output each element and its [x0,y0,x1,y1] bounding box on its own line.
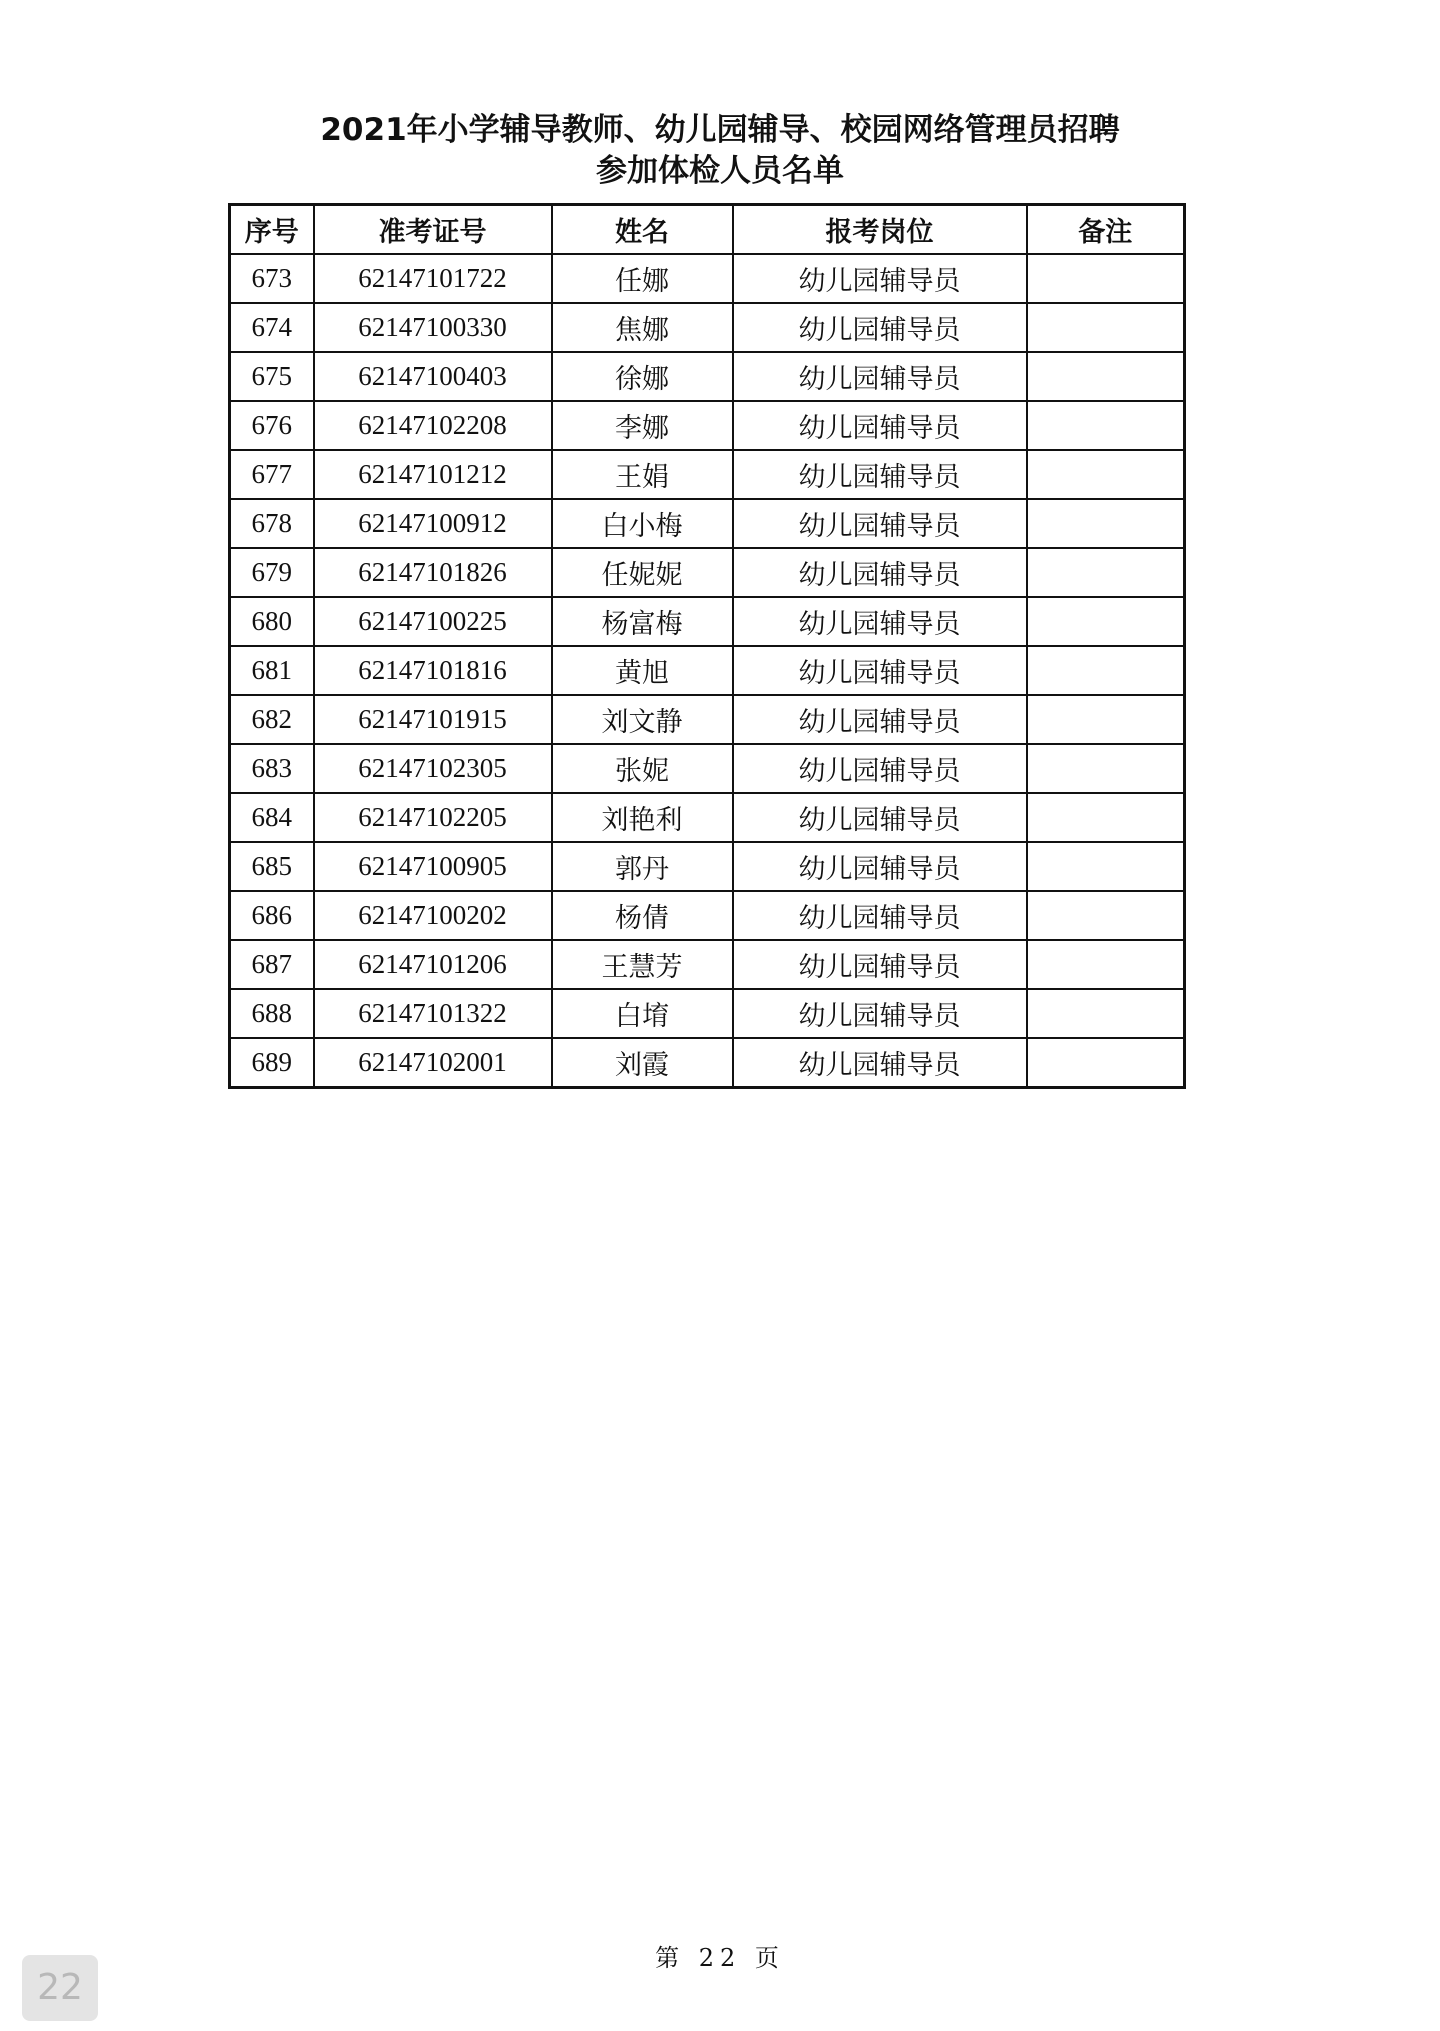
cell-exam-no: 62147101212 [314,450,552,499]
cell-name: 黄旭 [552,646,733,695]
cell-exam-no: 62147101722 [314,254,552,303]
cell-name: 郭丹 [552,842,733,891]
cell-position: 幼儿园辅导员 [733,303,1027,352]
cell-position: 幼儿园辅导员 [733,842,1027,891]
cell-position: 幼儿园辅导员 [733,352,1027,401]
cell-name: 王慧芳 [552,940,733,989]
cell-position: 幼儿园辅导员 [733,646,1027,695]
page-badge[interactable]: 22 [22,1955,98,2021]
table-row [230,842,1185,891]
cell-position: 幼儿园辅导员 [733,450,1027,499]
table-row [230,499,1185,548]
cell-seq: 680 [230,597,314,646]
cell-position: 幼儿园辅导员 [733,989,1027,1038]
cell-exam-no: 62147102305 [314,744,552,793]
table-body [230,254,1185,1088]
cell-position: 幼儿园辅导员 [733,793,1027,842]
cell-name: 刘文静 [552,695,733,744]
cell-note [1027,842,1185,891]
cell-seq: 678 [230,499,314,548]
cell-name: 任妮妮 [552,548,733,597]
cell-seq: 685 [230,842,314,891]
header-name: 姓名 [552,205,733,255]
cell-exam-no: 62147101915 [314,695,552,744]
cell-note [1027,744,1185,793]
cell-seq: 682 [230,695,314,744]
cell-position: 幼儿园辅导员 [733,499,1027,548]
cell-position: 幼儿园辅导员 [733,695,1027,744]
cell-seq: 688 [230,989,314,1038]
cell-exam-no: 62147101816 [314,646,552,695]
table-row [230,793,1185,842]
cell-exam-no: 62147101322 [314,989,552,1038]
table-row [230,352,1185,401]
cell-position: 幼儿园辅导员 [733,597,1027,646]
cell-exam-no: 62147100905 [314,842,552,891]
cell-position: 幼儿园辅导员 [733,940,1027,989]
cell-name: 王娟 [552,450,733,499]
cell-name: 杨倩 [552,891,733,940]
cell-seq: 675 [230,352,314,401]
cell-position: 幼儿园辅导员 [733,1038,1027,1088]
cell-position: 幼儿园辅导员 [733,744,1027,793]
cell-exam-no: 62147102001 [314,1038,552,1088]
table-row [230,695,1185,744]
header-position: 报考岗位 [733,205,1027,255]
table-row [230,401,1185,450]
document-title: 2021年小学辅导教师、幼儿园辅导、校园网络管理员招聘 [320,112,1120,148]
cell-position: 幼儿园辅导员 [733,891,1027,940]
cell-note [1027,597,1185,646]
cell-exam-no: 62147102205 [314,793,552,842]
cell-note [1027,450,1185,499]
cell-exam-no: 62147100225 [314,597,552,646]
cell-position: 幼儿园辅导员 [733,254,1027,303]
cell-note [1027,891,1185,940]
cell-note [1027,352,1185,401]
cell-exam-no: 62147100912 [314,499,552,548]
cell-exam-no: 62147101206 [314,940,552,989]
cell-name: 刘艳利 [552,793,733,842]
cell-position: 幼儿园辅导员 [733,548,1027,597]
table-row [230,254,1185,303]
table-header-row [230,205,1185,255]
cell-note [1027,695,1185,744]
cell-seq: 673 [230,254,314,303]
cell-note [1027,989,1185,1038]
cell-exam-no: 62147100403 [314,352,552,401]
table-row [230,646,1185,695]
cell-name: 徐娜 [552,352,733,401]
cell-name: 李娜 [552,401,733,450]
cell-note [1027,646,1185,695]
cell-note [1027,401,1185,450]
table-row [230,450,1185,499]
cell-name: 刘霞 [552,1038,733,1088]
header-exam-no: 准考证号 [314,205,552,255]
cell-name: 任娜 [552,254,733,303]
cell-position: 幼儿园辅导员 [733,401,1027,450]
header-note: 备注 [1027,205,1185,255]
cell-name: 焦娜 [552,303,733,352]
cell-name: 杨富梅 [552,597,733,646]
cell-note [1027,1038,1185,1088]
table-row [230,548,1185,597]
cell-exam-no: 62147100202 [314,891,552,940]
cell-exam-no: 62147101826 [314,548,552,597]
cell-seq: 676 [230,401,314,450]
cell-seq: 689 [230,1038,314,1088]
cell-seq: 681 [230,646,314,695]
cell-seq: 686 [230,891,314,940]
cell-exam-no: 62147102208 [314,401,552,450]
cell-seq: 687 [230,940,314,989]
table-row [230,303,1185,352]
table-row [230,1038,1185,1088]
table-row [230,744,1185,793]
table-row [230,891,1185,940]
cell-name: 白堉 [552,989,733,1038]
page-number: 第 22 页 [655,1944,785,1972]
header-seq: 序号 [230,205,314,255]
cell-note [1027,254,1185,303]
cell-note [1027,940,1185,989]
cell-seq: 679 [230,548,314,597]
cell-seq: 674 [230,303,314,352]
roster-table [228,203,1186,1089]
cell-note [1027,499,1185,548]
cell-note [1027,548,1185,597]
cell-exam-no: 62147100330 [314,303,552,352]
cell-seq: 677 [230,450,314,499]
cell-name: 张妮 [552,744,733,793]
table-row [230,940,1185,989]
cell-note [1027,793,1185,842]
cell-name: 白小梅 [552,499,733,548]
cell-seq: 683 [230,744,314,793]
document-subtitle: 参加体检人员名单 [596,153,844,189]
table-row [230,597,1185,646]
cell-seq: 684 [230,793,314,842]
table-row [230,989,1185,1038]
cell-note [1027,303,1185,352]
